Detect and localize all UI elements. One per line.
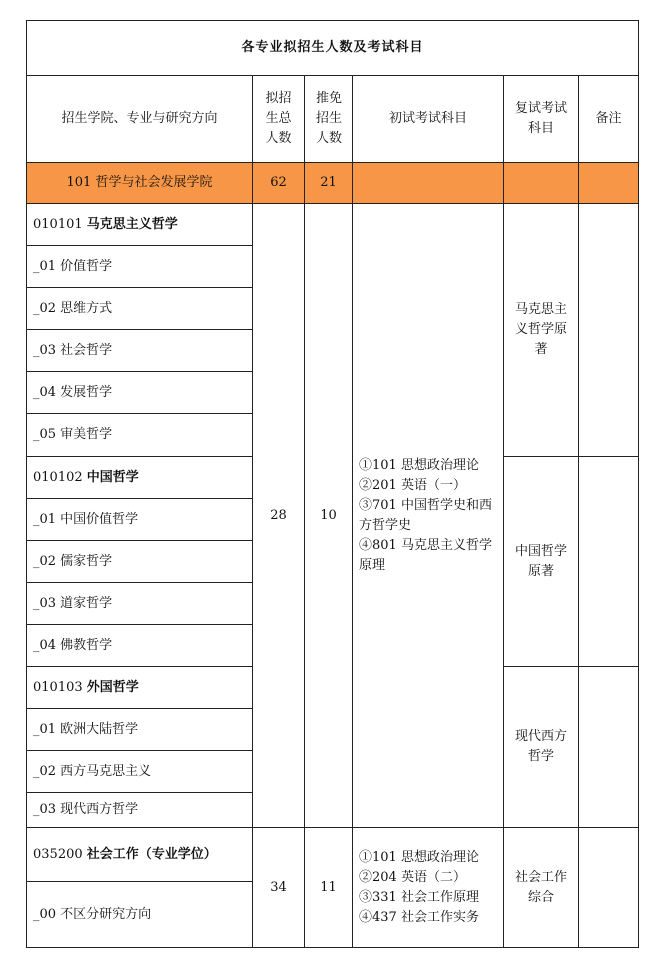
direction-item: _03 社会哲学	[27, 330, 253, 372]
direction-item: _01 价值哲学	[27, 246, 253, 288]
group2-exam-subjects: ①101 思想政治理论 ②204 英语（二） ③331 社会工作原理 ④437 社会工作实务	[353, 828, 504, 948]
admission-table	[26, 20, 639, 948]
direction-item: _02 儒家哲学	[27, 541, 253, 583]
direction-item: _04 发展哲学	[27, 372, 253, 414]
header-retest: 复试考试科目	[504, 76, 579, 163]
group1-exam-subjects: ①101 思想政治理论 ②201 英语（一） ③701 中国哲学史和西方哲学史 ④801 马克思主义哲学原理	[353, 204, 504, 828]
note-010101	[579, 204, 639, 457]
header-row	[27, 76, 639, 163]
header-recommended: 推免招生人数	[305, 76, 353, 163]
direction-item: _00 不区分研究方向	[27, 882, 253, 948]
header-total: 拟招生总人数	[253, 76, 305, 163]
major-010103: 010103 外国哲学	[27, 667, 253, 709]
department-recommended: 21	[305, 163, 353, 204]
department-row	[27, 163, 639, 204]
direction-item: _03 道家哲学	[27, 583, 253, 625]
table-title: 各专业拟招生人数及考试科目	[27, 21, 639, 76]
major-035200: 035200 社会工作（专业学位）	[27, 828, 253, 882]
header-notes: 备注	[579, 76, 639, 163]
group2-total: 34	[253, 828, 305, 948]
direction-item: _04 佛教哲学	[27, 625, 253, 667]
retest-010103: 现代西方哲学	[504, 667, 579, 828]
major-010101: 010101 马克思主义哲学	[27, 204, 253, 246]
group2-recommended: 11	[305, 828, 353, 948]
retest-010102: 中国哲学原著	[504, 457, 579, 667]
note-010103	[579, 667, 639, 828]
direction-item: _03 现代西方哲学	[27, 793, 253, 828]
header-college-major: 招生学院、专业与研究方向	[27, 76, 253, 163]
group1-total: 28	[253, 204, 305, 828]
direction-item: _01 欧洲大陆哲学	[27, 709, 253, 751]
direction-item: _02 思维方式	[27, 288, 253, 330]
note-035200	[579, 828, 639, 948]
major-010102: 010102 中国哲学	[27, 457, 253, 499]
direction-item: _02 西方马克思主义	[27, 751, 253, 793]
retest-035200: 社会工作综合	[504, 828, 579, 948]
retest-010101: 马克思主义哲学原著	[504, 204, 579, 457]
table-row	[27, 828, 639, 882]
note-010102	[579, 457, 639, 667]
table-row	[27, 204, 639, 246]
department-name: 101 哲学与社会发展学院	[27, 163, 253, 204]
header-exam-subjects: 初试考试科目	[353, 76, 504, 163]
group1-recommended: 10	[305, 204, 353, 828]
department-total: 62	[253, 163, 305, 204]
direction-item: _01 中国价值哲学	[27, 499, 253, 541]
direction-item: _05 审美哲学	[27, 414, 253, 457]
